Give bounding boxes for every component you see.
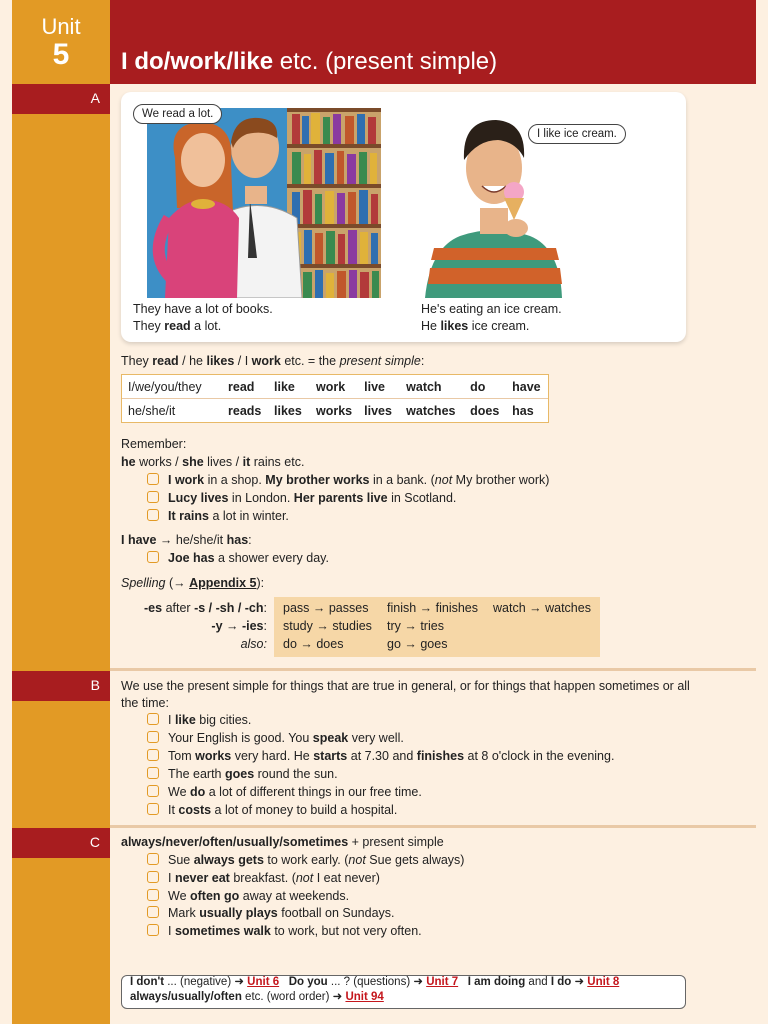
section-divider bbox=[110, 825, 756, 828]
checkbox-icon bbox=[147, 713, 159, 725]
conjugation-table bbox=[121, 374, 549, 423]
table-cell: likes bbox=[274, 403, 302, 418]
list-item: It costs a lot of money to build a hospital. bbox=[147, 801, 397, 819]
table-cell: has bbox=[512, 403, 534, 418]
spelling-example: try → tries bbox=[387, 619, 444, 633]
spelling-rule-label: -es after -s / -sh / -ch: bbox=[144, 601, 267, 615]
spelling-example: watch → watches bbox=[493, 601, 591, 615]
list-item: I never eat breakfast. (not I eat never) bbox=[147, 869, 380, 887]
caption-left-line2: They read a lot. bbox=[133, 319, 222, 333]
spelling-example: pass → passes bbox=[283, 601, 369, 615]
checkbox-icon bbox=[147, 491, 159, 503]
spelling-heading: Spelling (→ Appendix 5): bbox=[121, 576, 265, 590]
table-cell: live bbox=[358, 375, 400, 399]
list-item: Tom works very hard. He starts at 7.30 and finishes at 8 o'clock in the evening. bbox=[147, 747, 614, 765]
checkbox-icon bbox=[147, 853, 159, 865]
list-item: Mark usually plays football on Sundays. bbox=[147, 904, 395, 922]
checkbox-icon bbox=[147, 889, 159, 901]
caption-right-line1: He's eating an ice cream. bbox=[421, 302, 562, 316]
checkbox-icon bbox=[147, 924, 159, 936]
spelling-example: study → studies bbox=[283, 619, 372, 633]
checkbox-icon bbox=[147, 473, 159, 485]
checkbox-icon bbox=[147, 767, 159, 779]
table-cell: like bbox=[268, 375, 310, 399]
table-cell: watches bbox=[406, 403, 456, 418]
section-tab-c: C bbox=[12, 828, 110, 858]
checkbox-icon bbox=[147, 906, 159, 918]
table-cell: work bbox=[310, 375, 358, 399]
table-cell: watch bbox=[400, 375, 464, 399]
table-cell: does bbox=[470, 403, 500, 418]
sidebar-band bbox=[12, 0, 110, 1024]
third-person-rule: he works / she lives / it rains etc. bbox=[121, 455, 305, 469]
list-item: I like big cities. bbox=[147, 711, 251, 729]
checkbox-icon bbox=[147, 551, 159, 563]
unit-number: 5 bbox=[52, 38, 70, 71]
speech-bubble-right: I like ice cream. bbox=[528, 124, 626, 144]
checkbox-icon bbox=[147, 509, 159, 521]
list-item: I work in a shop. My brother works in a bank. (not My brother work) bbox=[147, 471, 549, 489]
checkbox-icon bbox=[147, 871, 159, 883]
table-cell: reads bbox=[228, 403, 262, 418]
cross-reference-line1: I don't ... (negative) ➜ Unit 6 Do you ... ? (questions) ➜ Unit 7 I am doing and I do ➜ Unit 8 bbox=[130, 976, 620, 988]
list-item: I sometimes walk to work, but not very often. bbox=[147, 922, 422, 940]
section-tab-a: A bbox=[12, 84, 110, 114]
unit-94-link[interactable]: Unit 94 bbox=[345, 991, 384, 1003]
couple-bookshelf-illustration bbox=[147, 108, 381, 298]
unit-7-link[interactable]: Unit 7 bbox=[426, 976, 459, 988]
list-item: We often go away at weekends. bbox=[147, 887, 349, 905]
speech-bubble-left: We read a lot. bbox=[133, 104, 222, 124]
list-item: Your English is good. You speak very well. bbox=[147, 729, 404, 747]
section-b-intro-cont: the time: bbox=[121, 696, 169, 710]
present-simple-intro: They read / he likes / I work etc. = the present simple: bbox=[121, 354, 425, 368]
checkbox-icon bbox=[147, 731, 159, 743]
checkbox-icon bbox=[147, 803, 159, 815]
table-cell: works bbox=[316, 403, 353, 418]
list-item: Sue always gets to work early. (not Sue gets always) bbox=[147, 851, 464, 869]
list-item: The earth goes round the sun. bbox=[147, 765, 338, 783]
checkbox-icon bbox=[147, 749, 159, 761]
table-cell: have bbox=[506, 375, 548, 399]
unit-label: Unit bbox=[41, 14, 81, 39]
appendix-link[interactable]: Appendix 5 bbox=[189, 576, 257, 590]
section-tab-b: B bbox=[12, 671, 110, 701]
table-cell: read bbox=[222, 375, 268, 399]
table-cell-subject: I/we/you/they bbox=[122, 375, 222, 399]
table-cell: do bbox=[464, 375, 506, 399]
spelling-example: do → does bbox=[283, 637, 344, 651]
have-has-rule: I have → he/she/it has: bbox=[121, 533, 252, 547]
list-item: Joe has a shower every day. bbox=[147, 549, 329, 567]
caption-right-line2: He likes ice cream. bbox=[421, 319, 530, 333]
spelling-rule-label: -y → -ies: bbox=[211, 619, 267, 633]
section-b-intro: We use the present simple for things that are true in general, or for things that happen sometimes or all bbox=[121, 679, 690, 693]
table-row bbox=[122, 375, 548, 399]
remember-heading: Remember: bbox=[121, 437, 187, 451]
section-divider bbox=[110, 668, 756, 671]
table-row bbox=[122, 399, 548, 423]
checkbox-icon bbox=[147, 785, 159, 797]
spelling-rule-label: also: bbox=[240, 637, 267, 651]
cross-reference-line2: always/usually/often etc. (word order) ➜ Unit 94 bbox=[130, 991, 384, 1003]
list-item: It rains a lot in winter. bbox=[147, 507, 289, 525]
spelling-example: finish → finishes bbox=[387, 601, 479, 615]
unit-8-link[interactable]: Unit 8 bbox=[587, 976, 620, 988]
table-cell: lives bbox=[364, 403, 392, 418]
unit-6-link[interactable]: Unit 6 bbox=[247, 976, 280, 988]
table-cell-subject: he/she/it bbox=[128, 403, 176, 418]
list-item: Lucy lives in London. Her parents live in Scotland. bbox=[147, 489, 456, 507]
spelling-example: go → goes bbox=[387, 637, 448, 651]
page-title: I do/work/like etc. (present simple) bbox=[121, 48, 498, 75]
section-c-intro: always/never/often/usually/sometimes + present simple bbox=[121, 835, 444, 849]
list-item: We do a lot of different things in our free time. bbox=[147, 783, 422, 801]
caption-left-line1: They have a lot of books. bbox=[133, 302, 273, 316]
